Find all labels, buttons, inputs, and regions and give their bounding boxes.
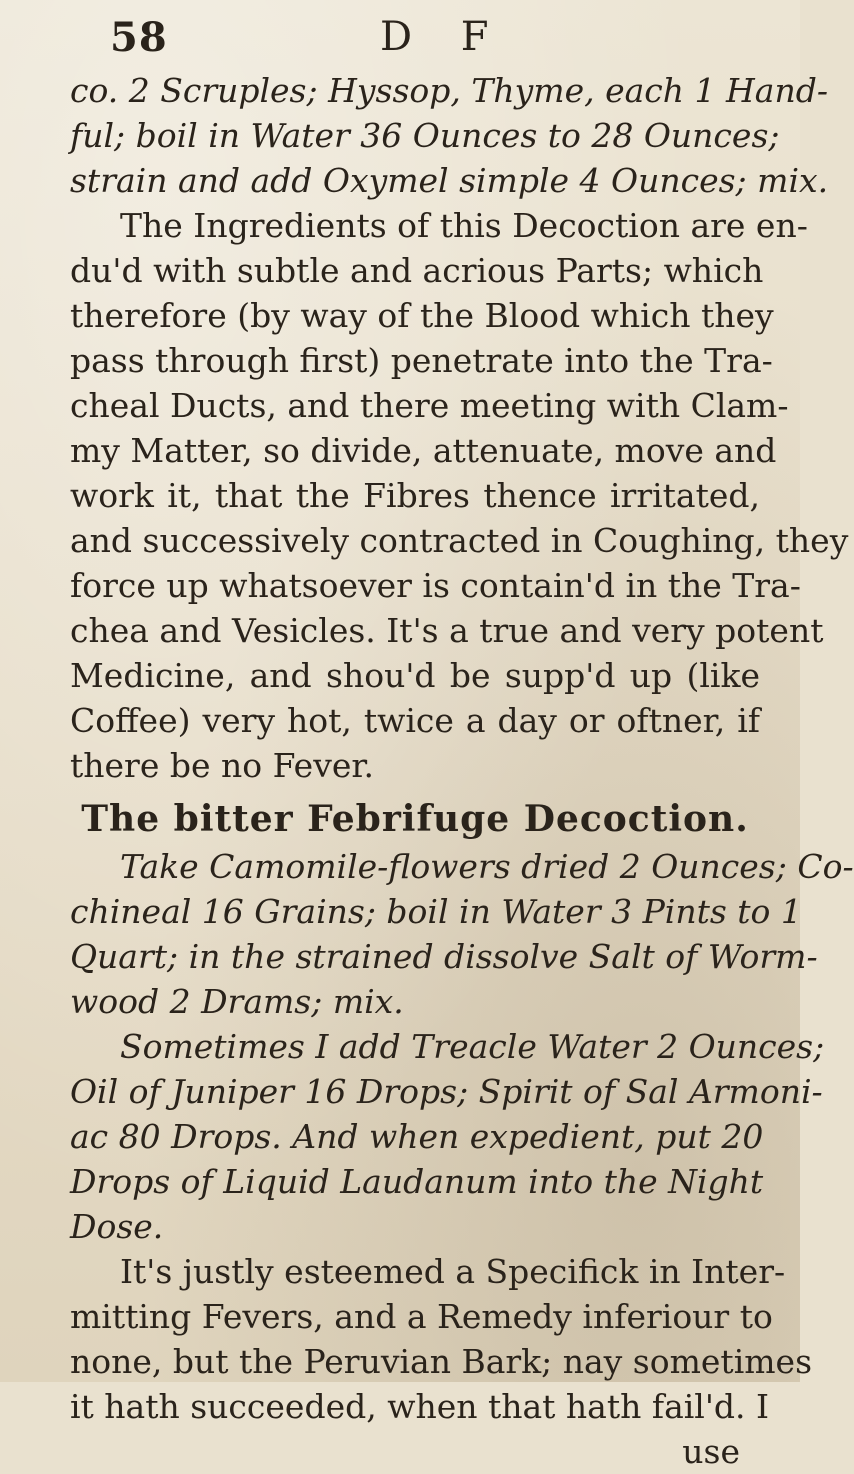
text-line: it hath succeeded, when that hath fail'd. I [70,1387,770,1426]
text-line: Quart; in the strained dissolve Salt of Worm- [70,937,818,976]
text-line: chea and Vesicles. It's a true and very potent [70,611,824,650]
text-line: It's justly esteemed a Specifick in Inter- [120,1252,786,1291]
paragraph-additions [70,1024,825,1249]
text-line: chineal 16 Grains; boil in Water 3 Pints to 1 [70,892,802,931]
text-line: wood 2 Drams; mix. [70,982,404,1021]
section-heading: The bitter Febrifuge Decoction. [81,798,749,840]
text-line: therefore (by way of the Blood which they [70,296,774,335]
text-line: The Ingredients of this Decoction are en- [120,206,808,245]
text-line: Drops of Liquid Laudanum into the Night [70,1162,764,1201]
catchword: use [682,1432,740,1471]
paragraph-recipe-end [70,68,829,203]
paragraph-commentary [70,203,849,788]
body-text [70,68,854,1474]
text-line: strain and add Oxymel simple 4 Ounces; mix. [70,161,829,200]
text-line: co. 2 Scruples; Hyssop, Thyme, each 1 Hand- [70,71,828,110]
text-line: Oil of Juniper 16 Drops; Spirit of Sal Armoni- [70,1072,823,1111]
paragraph-recipe [70,844,854,1024]
text-line: none, but the Peruvian Bark; nay sometimes [70,1342,813,1381]
text-line: force up whatsoever is contain'd in the Tra- [70,566,801,605]
text-line: work it, that the Fibres thence irritated, [70,476,760,515]
page-header [110,10,750,70]
text-line: ac 80 Drops. And when expedient, put 20 [70,1117,764,1156]
text-line: cheal Ducts, and there meeting with Clam- [70,386,789,425]
text-line: Sometimes I add Treacle Water 2 Ounces; [120,1027,825,1066]
text-line: Coffee) very hot, twice a day or oftner, if [70,701,760,740]
signature-mark: D F [380,14,507,60]
paragraph-uses [70,1249,813,1429]
text-line: there be no Fever. [70,746,375,785]
text-line: Dose. [70,1207,164,1246]
text-line: Take Camomile-flowers dried 2 Ounces; Co- [120,847,854,886]
text-line: Medicine, and shou'd be supp'd up (like [70,656,760,695]
text-line: my Matter, so divide, attenuate, move and [70,431,777,470]
text-line: and successively contracted in Coughing, they [70,521,849,560]
text-line: pass through first) penetrate into the Tra- [70,341,773,380]
text-line: mitting Fevers, and a Remedy inferiour to [70,1297,773,1336]
page-number: 58 [110,14,168,61]
text-line: ful; boil in Water 36 Ounces to 28 Ounces; [70,116,780,155]
text-line: du'd with subtle and acrious Parts; which [70,251,764,290]
